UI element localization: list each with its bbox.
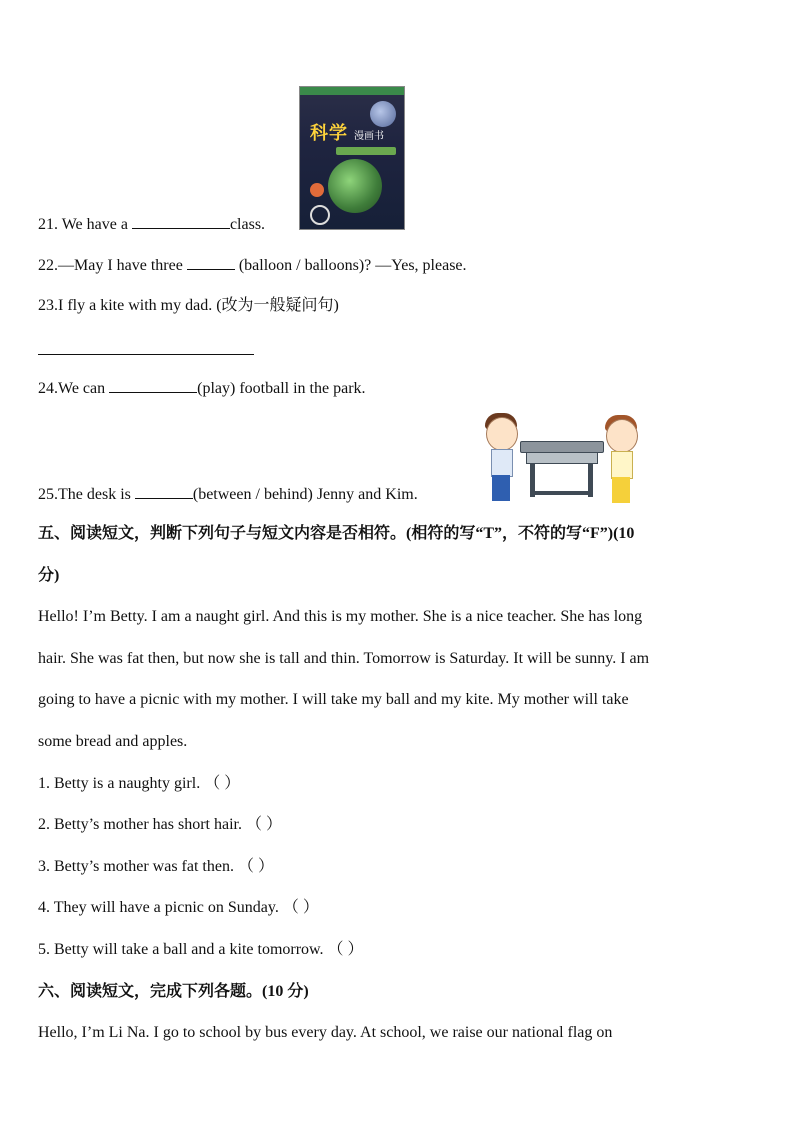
sun-icon [310,183,324,197]
q21-text-pre: 21. We have a [38,216,132,233]
q24-blank[interactable] [109,378,197,393]
globe-icon [328,159,382,213]
book-top-bar [300,87,404,95]
section5-item-2: 2. Betty’s mother has short hair. （ ） [38,816,282,833]
girl-figure [600,413,640,501]
q25-text-pre: 25.The desk is [38,486,135,503]
section5-passage-line: going to have a picnic with my mother. I will take my ball and my kite. My mother will take [38,691,629,708]
q23-answer-line[interactable] [38,354,254,355]
planet-icon [370,101,396,127]
q22-text-a: 22.—May I have three [38,257,187,274]
question-25 [38,484,418,505]
section5-passage-line: hair. She was fat then, but now she is tall and thin. Tomorrow is Saturday. It will be sunny. I am [38,650,650,667]
q21-text-post: class. [229,216,266,233]
q21-blank[interactable] [132,214,230,229]
book-subtitle: 漫画书 [354,131,384,142]
section5-passage-line: Hello! I’m Betty. I am a naught girl. And this is my mother. She is a nice teacher. She has long [38,608,643,625]
q25-text-post: (between / behind) Jenny and Kim. [192,486,418,503]
section6-passage-line: Hello, I’m Li Na. I go to school by bus every day. At school, we raise our national flag on [38,1024,613,1041]
q22-text-b: (balloon / balloons)? —Yes, please. [234,257,467,274]
q22-blank[interactable] [187,255,235,270]
book-band [336,147,396,155]
section5-heading-line1: 五、阅读短文，判断下列句子与短文内容是否相符。(相符的写“T”，不符的写“F”)(10 [38,525,635,542]
section5-item-5: 5. Betty will take a ball and a kite tomorrow. （ ） [38,941,364,958]
question-22 [38,255,467,276]
boy-figure [482,413,522,501]
section5-item-3: 3. Betty’s mother was fat then. （ ） [38,858,274,875]
publisher-logo-icon [310,205,330,225]
q24-text-pre: 24.We can [38,380,110,397]
section5-item-1: 1. Betty is a naughty girl. （ ） [38,775,241,792]
q25-blank[interactable] [135,484,193,499]
question-23: 23.I fly a kite with my dad. (改为一般疑问句) [38,297,339,314]
section5-item-4: 4. They will have a picnic on Sunday. （ ） [38,899,319,916]
section5-heading-line2: 分) [38,567,60,584]
q24-text-post: (play) football in the park. [197,380,366,397]
science-comic-book-cover [299,86,405,230]
book-title: 科学 [310,123,348,144]
section5-passage-line: some bread and apples. [38,733,188,750]
question-24 [38,378,366,399]
desk-between-kids-illustration [476,413,652,501]
question-21 [38,214,265,235]
section6-heading: 六、阅读短文，完成下列各题。(10 分) [38,983,309,1000]
